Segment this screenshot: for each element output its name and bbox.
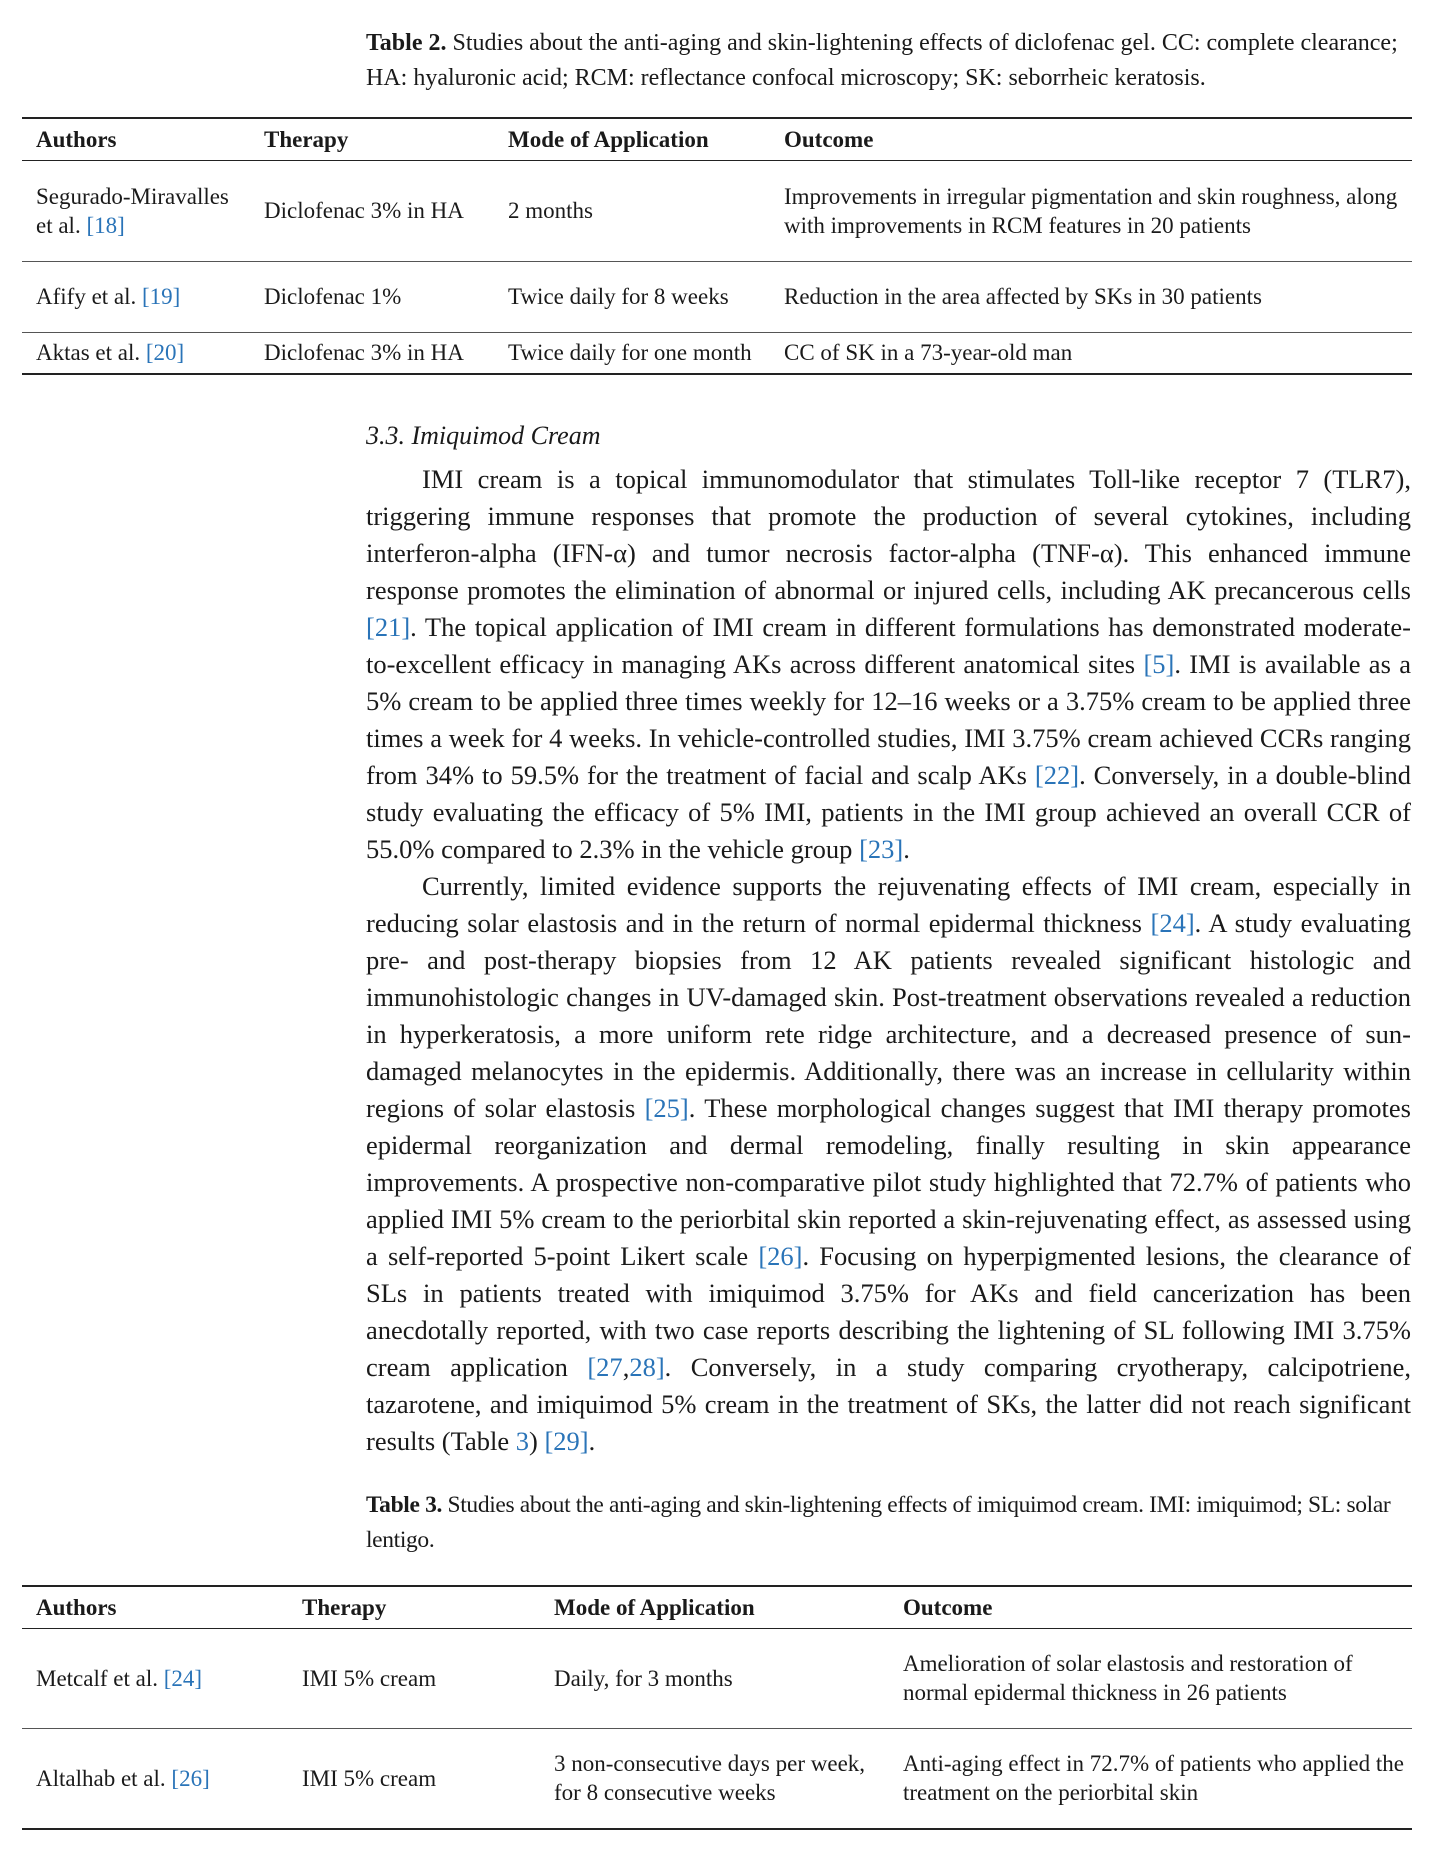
citation-link[interactable]: [20] [145, 340, 185, 366]
author-name: Altalhab et al. [36, 1765, 172, 1791]
table-2-caption-label: Table 2. [366, 30, 447, 56]
table-2-caption-text: Studies about the anti-aging and skin-lightening effects of diclofenac gel. CC: complete clearance; HA: hyaluronic acid; RCM: reflectance confocal microscopy; SK: seborrheic keratosis. [366, 30, 1398, 91]
cell-outcome: Anti-aging effect in 72.7% of patients who applied the treatment on the periorbital skin [903, 1751, 1404, 1806]
header-authors: Authors [36, 126, 117, 152]
text-run: . A study evaluating pre- and post-therapy biopsies from 12 AK patients revealed significant histologic and immunohistologic changes in UV-damaged skin. Post-treatment observations revealed a reduction in hyperkeratosis, a more uniform rete ridge architecture, and a decreased presence of sun-damaged melanocytes in the epidermis. Additionally, there was an increase in cellularity within regions of solar elastosis [366, 908, 1411, 1123]
citation-link[interactable]: [18] [86, 212, 125, 238]
citation-link[interactable]: [25] [644, 1093, 689, 1123]
cell-author [22, 261, 250, 332]
citation-link[interactable]: 28] [629, 1352, 665, 1382]
cell-therapy: Diclofenac 3% in HA [264, 198, 464, 223]
cell-outcome: Reduction in the area affected by SKs in 30 patients [784, 284, 1262, 309]
cell-mode: Twice daily for one month [508, 340, 752, 366]
cell-author [22, 1628, 288, 1728]
cell-author [22, 1728, 288, 1829]
table-row [22, 1628, 1412, 1728]
header-therapy: Therapy [302, 1594, 387, 1620]
text-run: ) [529, 1426, 545, 1456]
cell-therapy: IMI 5% cream [302, 1665, 437, 1691]
cell-outcome: Improvements in irregular pigmentation and skin roughness, along with improvements in RCM features in 20 patients [784, 183, 1398, 238]
cell-author [22, 332, 250, 374]
cell-therapy: Diclofenac 3% in HA [264, 340, 464, 366]
table-row [22, 261, 1412, 332]
header-therapy: Therapy [264, 126, 349, 152]
header-outcome: Outcome [784, 126, 874, 152]
header-outcome: Outcome [903, 1594, 993, 1620]
text-run: . The topical application of IMI cream in different formulations has demonstrated moderate-to-excellent efficacy in managing AKs across different anatomical sites [366, 612, 1411, 679]
table-row [22, 1728, 1412, 1829]
citation-link[interactable]: [24] [1150, 908, 1195, 938]
cell-therapy: IMI 5% cream [302, 1765, 437, 1791]
text-run: . Conversely, in a study comparing cryotherapy, calcipotriene, tazarotene, and imiquimod 5% cream in the treatment of SKs, the latter did not reach significant results (Table [366, 1352, 1412, 1456]
text-run: . Focusing on hyperpigmented lesions, the clearance of SLs in patients treated with imiquimod 3.75% for AKs and field cancerization has been anecdotally reported, with two case reports describing the lightening of SL following IMI 3.75% cream application [366, 1241, 1411, 1382]
table-2 [22, 117, 1412, 375]
cell-mode: 2 months [508, 198, 593, 223]
section-body [366, 461, 1411, 1460]
table-row [22, 160, 1412, 261]
citation-link[interactable]: [21] [366, 612, 411, 642]
cell-outcome: CC of SK in a 73-year-old man [784, 340, 1073, 366]
citation-link[interactable]: [24] [163, 1665, 203, 1691]
author-name: Metcalf et al. [36, 1665, 164, 1691]
text-run: . These morphological changes suggest that IMI therapy promotes epidermal reorganization and dermal remodeling, finally resulting in skin appearance improvements. A prospective non-comparative pilot study highlighted that 72.7% of patients who applied IMI 5% cream to the periorbital skin reported a skin-rejuvenating effect, as assessed using a self-reported 5-point Likert scale [366, 1093, 1411, 1271]
author-name: Segurado-Miravalles et al. [36, 183, 229, 238]
text-run: . [588, 1426, 596, 1456]
table-3 [22, 1585, 1412, 1830]
text-run: IMI cream is a topical immunomodulator that stimulates Toll-like receptor 7 (TLR7), triggering immune responses that promote the production of several cytokines, including interferon-alpha (IFN-α) and tumor necrosis factor-alpha (TNF-α). This enhanced immune response promotes the elimination of abnormal or injured cells, including AK precancerous cells [366, 464, 1411, 605]
citation-link[interactable]: [23] [859, 834, 904, 864]
cell-outcome: Amelioration of solar elastosis and restoration of normal epidermal thickness in 26 patients [903, 1651, 1353, 1705]
text-run: , [622, 1352, 630, 1382]
citation-link[interactable]: [5] [1143, 649, 1175, 679]
header-mode: Mode of Application [508, 126, 709, 152]
cell-author [22, 160, 250, 261]
citation-link[interactable]: [22] [1034, 760, 1080, 790]
header-mode: Mode of Application [554, 1594, 755, 1620]
table-3-caption [366, 1488, 1411, 1558]
text-run: Currently, limited evidence supports the rejuvenating effects of IMI cream, especially in reducing solar elastosis and in the return of normal epidermal thickness [366, 871, 1411, 938]
table-link[interactable]: 3 [515, 1426, 529, 1456]
citation-link[interactable]: [27 [587, 1352, 623, 1382]
cell-therapy: Diclofenac 1% [264, 284, 402, 309]
author-name: Afify et al. [36, 284, 143, 309]
text-run: . [903, 834, 910, 864]
paragraph [366, 461, 1411, 868]
citation-link[interactable]: [29] [544, 1426, 589, 1456]
author-name: Aktas et al. [36, 340, 146, 366]
header-authors: Authors [36, 1594, 117, 1620]
cell-mode: 3 non-consecutive days per week, for 8 consecutive weeks [554, 1751, 866, 1806]
citation-link[interactable]: [26] [758, 1241, 803, 1271]
table-3-caption-text: Studies about the anti-aging and skin-lightening effects of imiquimod cream. IMI: imiquimod; SL: solar lentigo. [366, 1492, 1391, 1553]
text-run: . IMI is available as a 5% cream to be applied three times weekly for 12–16 weeks or a 3.75% cream to be applied three times a week for 4 weeks. In vehicle-controlled studies, IMI 3.75% cream achieved CCRs ranging from 34% to 59.5% for the treatment of facial and scalp AKs [366, 649, 1411, 790]
citation-link[interactable]: [26] [171, 1765, 210, 1791]
table-2-caption [366, 26, 1411, 96]
table-row [22, 332, 1412, 374]
citation-link[interactable]: [19] [142, 284, 181, 309]
paragraph [366, 868, 1411, 1460]
section-heading: 3.3. Imiquimod Cream [366, 421, 601, 450]
table-2-header-row [22, 118, 1412, 160]
cell-mode: Daily, for 3 months [554, 1665, 733, 1691]
table-3-header-row [22, 1586, 1412, 1628]
table-3-caption-label: Table 3. [366, 1492, 442, 1518]
cell-mode: Twice daily for 8 weeks [508, 284, 729, 309]
text-run: . Conversely, in a double-blind study evaluating the efficacy of 5% IMI, patients in the IMI group achieved an overall CCR of 55.0% compared to 2.3% in the vehicle group [366, 760, 1411, 864]
